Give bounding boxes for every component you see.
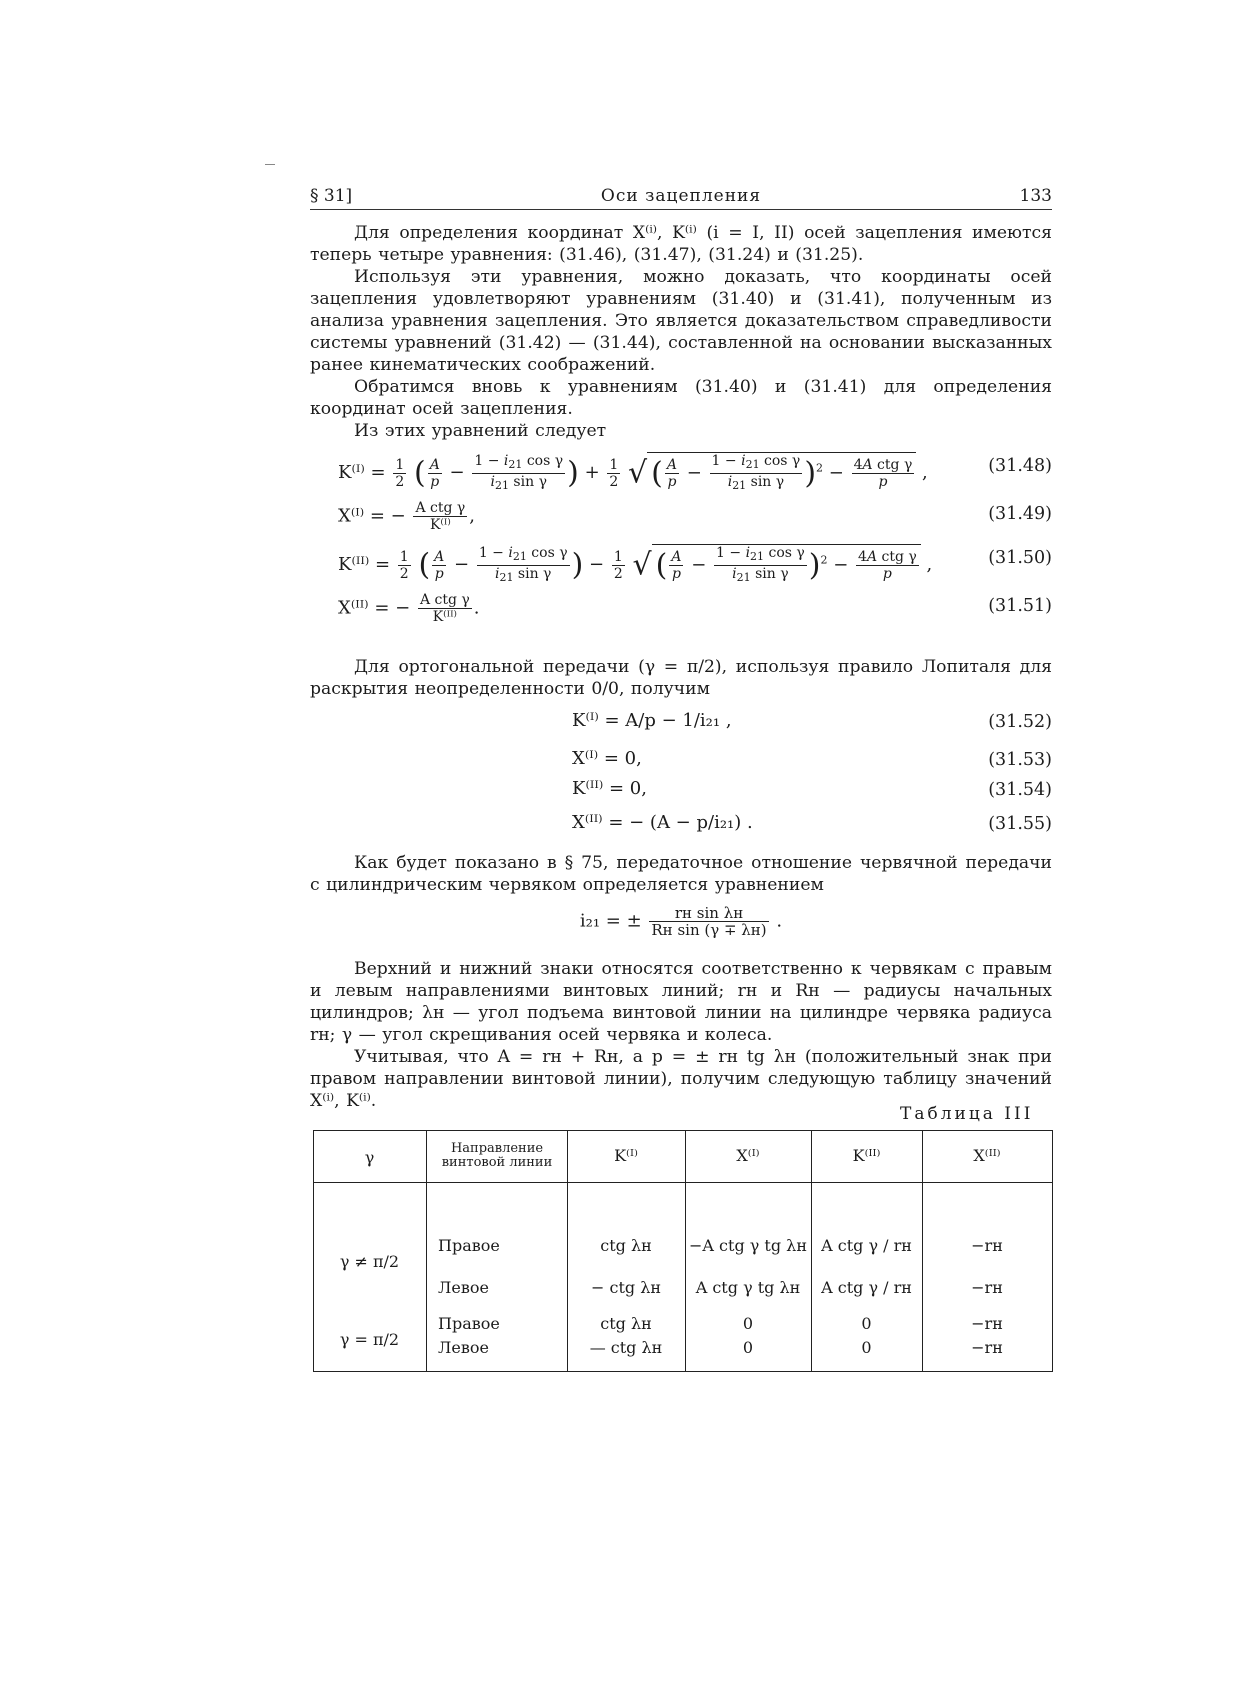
header-x2: X⁽ᴵᴵ⁾	[973, 1146, 1001, 1165]
equation-number: (31.49)	[988, 504, 1052, 524]
equation-31-55: X⁽ᴵᴵ⁾ = − (A − p/i₂₁) . (31.55)	[572, 812, 1052, 834]
row3-k1: ctg λн	[600, 1314, 652, 1333]
running-header	[310, 186, 1052, 210]
equation-31-51: X⁽ᴵᴵ⁾ = − $\frac{\text{A ctg γ}}{\text{K⁽ᴵᴵ⁾}}$ . (31.51)	[338, 592, 1052, 625]
row4-x2: −rн	[971, 1338, 1003, 1357]
row4-x1: 0	[742, 1338, 754, 1357]
row3-k2: 0	[861, 1314, 872, 1333]
equation-31-52: K⁽ᴵ⁾ = A/p − 1/i₂₁ , (31.52)	[572, 710, 1052, 732]
header-k1: K⁽ᴵ⁾	[614, 1146, 638, 1165]
paragraph-5: Для ортогональной передачи (γ = π/2), используя правило Лопиталя для раскрытия неопределенности 0/0, получим	[310, 657, 1052, 699]
row4-direction: Левое	[438, 1338, 489, 1357]
row1-x2: −rн	[971, 1236, 1003, 1255]
paragraph-6: Как будет показано в § 75, передаточное отношение червячной передачи с цилиндрическим червяком определяется уравнением	[310, 853, 1052, 895]
row1-k2: A ctg γ / rн	[821, 1236, 912, 1255]
paragraph-1: Для определения координат X⁽ⁱ⁾, K⁽ⁱ⁾ (i = I, II) осей зацепления имеются теперь четыре уравнения: (31.46), (31.47), (31.24) и (31.25).	[310, 223, 1052, 265]
row2-k1: − ctg λн	[590, 1278, 661, 1297]
running-title: Оси зацепления	[600, 186, 762, 206]
row1-direction: Правое	[438, 1236, 500, 1255]
equation-31-53: X⁽ᴵ⁾ = 0, (31.53)	[572, 748, 1052, 770]
section-number: § 31]	[310, 186, 353, 206]
row4-k1: — ctg λн	[589, 1338, 663, 1357]
header-k2: K⁽ᴵᴵ⁾	[852, 1146, 881, 1165]
margin-mark	[265, 164, 275, 165]
header-x1: X⁽ᴵ⁾	[736, 1146, 760, 1165]
row4-k2: 0	[861, 1338, 872, 1357]
row2-x2: −rн	[971, 1278, 1003, 1297]
page-number: 133	[1019, 186, 1052, 206]
equation-number: (31.50)	[988, 548, 1052, 568]
header-rule	[310, 209, 1052, 210]
gear-ratio-equation: i₂₁ = ± $\frac{\text{rн sin λн}}{\text{Rн sin (γ ∓ λн)}}$ .	[579, 904, 783, 939]
header-gamma: γ	[364, 1148, 375, 1167]
header-direction: Направление винтовой линии	[441, 1141, 553, 1170]
values-table	[313, 1130, 1053, 1372]
paragraph-3: Обратимся вновь к уравнениям (31.40) и (31.41) для определения координат осей зацепления.	[310, 377, 1052, 419]
equation-number: (31.48)	[988, 456, 1052, 476]
paragraph-8: Учитывая, что A = rн + Rн, а p = ± rн tg λн (положительный знак при правом направлении винтовой линии), получим следующую таблицу значений X⁽ⁱ⁾, K⁽ⁱ⁾.	[310, 1047, 1052, 1111]
table-caption: Таблица III	[900, 1104, 1034, 1124]
row2-k2: A ctg γ / rн	[821, 1278, 912, 1297]
paragraph-7: Верхний и нижний знаки относятся соответственно к червякам с правым и левым направлениями винтовых линий; rн и Rн — радиусы начальных цилиндров; λн — угол подъема винтовой линии на цилиндре червяка радиуса rн; γ — угол скрещивания осей червяка и колеса.	[310, 959, 1052, 1045]
group-gamma-not-right: γ ≠ π/2	[339, 1252, 400, 1271]
row1-k1: ctg λн	[600, 1236, 652, 1255]
equation-number: (31.51)	[988, 596, 1052, 616]
paragraph-2: Используя эти уравнения, можно доказать, что координаты осей зацепления удовлетворяют уравнениям (31.40) и (31.41), полученным из анализа уравнения зацепления. Это является доказательством справедливости системы уравнений (31.42) — (31.44), составленной на основании высказанных ранее кинематических соображений.	[310, 267, 1052, 375]
row2-x1: A ctg γ tg λн	[695, 1278, 801, 1297]
equation-31-50: K⁽ᴵᴵ⁾ = $\frac{1}{2}$ ( $\frac{A}{p}$ − $\frac{1 - i_{21} \cos \gamma}{i_{21} \sin \gamma}$ ) − $\frac{1}{2}$ √ ( $\frac{A}{p}$ − $\frac{1 - i_{21} \cos \gamma}{i_{21} \sin \gamma}$ )$^2$ − $\frac{\text{4A ctg γ}}{p}$ , (31.50)	[338, 544, 1052, 584]
paragraph-4: Из этих уравнений следует	[354, 421, 607, 441]
row3-x2: −rн	[971, 1314, 1003, 1333]
row3-direction: Правое	[438, 1314, 500, 1333]
row1-x1: −A ctg γ tg λн	[689, 1236, 807, 1255]
group-gamma-right: γ = π/2	[339, 1330, 400, 1349]
equation-31-54: K⁽ᴵᴵ⁾ = 0, (31.54)	[572, 778, 1052, 800]
equation-31-48: K⁽ᴵ⁾ = $\frac{1}{2}$ ( $\frac{A}{p}$ − $\frac{1 - i_{21} \cos \gamma}{i_{21} \sin \gamma}$ ) + $\frac{1}{2}$ √ ( $\frac{A}{p}$ − $\frac{1 - i_{21} \cos \gamma}{i_{21} \sin \gamma}$ )$^2$ − $\frac{\text{4A ctg γ}}{p}$ , (31.48)	[338, 452, 1052, 492]
row3-x1: 0	[742, 1314, 754, 1333]
row2-direction: Левое	[438, 1278, 489, 1297]
equation-31-49: X⁽ᴵ⁾ = − $\frac{\text{A ctg γ}}{\text{K⁽ᴵ⁾}}$ , (31.49)	[338, 500, 1052, 533]
